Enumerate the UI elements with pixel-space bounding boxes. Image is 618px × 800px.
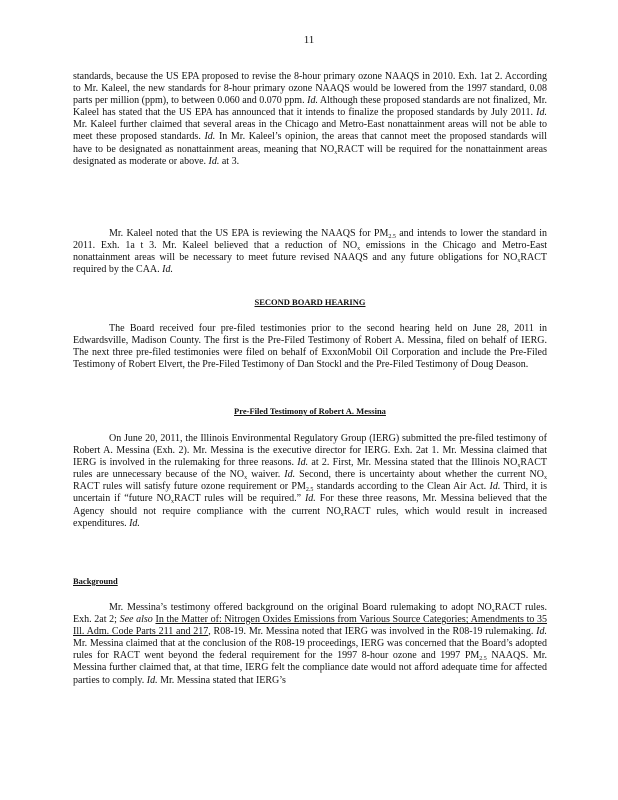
subscript: 2.5 [305, 487, 314, 494]
text: Mr. Messina stated that IERG’s [157, 674, 286, 686]
text: On June 20, 2011, the Illinois Environmental Regulatory Group (IERG) submitted the pre-filed testimony of Robert A. Messina (Exh. 2). Mr. Messina is the executive director for IERG. Exh. 2at 1. Mr. Messina claimed that IERG is involved in the rulemaking for three reasons. [73, 433, 547, 469]
see-also-signal: See also [119, 614, 153, 626]
text: , R08-19. Mr. Messina noted that IERG was involved in the R08-19 rulemaking. [208, 626, 537, 638]
citation: Id. [208, 155, 220, 167]
text: Mr. Messina claimed that at the conclusion of the R08-19 proceedings, IERG was concerned that the Board’s adopted rules for RACT went beyond the federal requirement for the 1997 8-hour ozone and 1997 PM [73, 638, 547, 662]
subsection-heading-messina [73, 406, 547, 416]
subscript: x [517, 463, 521, 470]
citation: Id. [304, 493, 316, 505]
paragraph-pm25-review [73, 228, 547, 276]
text: and intends to lower the standard in 2011. Exh. 1a t 3. Mr. Kaleel believed that a reduction of NO [73, 228, 547, 252]
paragraph-messina-testimony [73, 433, 547, 530]
subscript: 2.5 [479, 656, 487, 663]
subscript: 2.5 [388, 234, 396, 240]
text: RACT will be required for the nonattainment areas designated as moderate or above. [73, 143, 547, 167]
text: RACT required by the CAA. [73, 252, 547, 276]
heading-text: Pre-Filed Testimony of Robert A. Messina [234, 406, 386, 416]
text: The Board received four pre-filed testimonies prior to the second hearing held on June 28, 2011 in Edwardsville, Madison County. The first is the Pre-Filed Testimony of Robert A. Messina, filed on behalf of IERG. The next three pre-filed testimonies were filed on behalf of ExxonMobil Oil Corporation and include the Pre-Filed Testimony of Robert Elvert, the Pre-Filed Testimony of Dan Stockl and the Pre-Filed Testimony of Doug Deason. [73, 323, 547, 371]
text: Mr. Kaleel further claimed that several areas in the Chicago and Metro-East nonattainment areas will not be able to meet these proposed standards. [73, 119, 547, 143]
text: at 2. First, Mr. Messina stated that the Illinois NO [308, 457, 518, 469]
subscript: x [544, 475, 547, 482]
text: For these three reasons, Mr. Messina believed that the Agency should not require compliance with the current NO [73, 493, 547, 517]
text: In Mr. Kaleel’s opinion, the areas that cannot meet the proposed standards will have to be designated as nonattainment areas, meaning that NO [73, 131, 547, 155]
citation: Id. [536, 626, 547, 638]
paragraph-background [73, 602, 547, 687]
text: RACT rules will be required.” [173, 493, 305, 505]
subscript: x [244, 475, 248, 482]
subscript: x [340, 511, 344, 518]
text: Although these proposed standards are not finalized, Mr. Kaleel has stated that the US EPA has announced that it intends to finalize the proposed standards by July 2011. [73, 95, 547, 119]
subscript: x [334, 149, 338, 156]
citation: Id. [129, 517, 140, 529]
text: Second, there is uncertainty about whether the current NO [295, 469, 544, 481]
text: standards, because the US EPA proposed to revise the 8-hour primary ozone NAAQS in 2010. Exh. 1at 2. According to Mr. Kaleel, the new standards for 8-hour primary ozone NAAQS would be lowered from the 1997 standard, 0.08 parts per million (ppm), to between 0.060 and 0.070 ppm. [73, 71, 547, 107]
subscript: x [491, 608, 495, 614]
paragraph-ozone-standards [73, 71, 547, 168]
citation: Id. [146, 674, 158, 686]
text: RACT rules, which would result in increased expenditures. [73, 505, 547, 529]
text: Mr. Kaleel noted that the US EPA is reviewing the NAAQS for PM [109, 228, 389, 239]
citation: Id. [162, 264, 173, 276]
text: NAAQS. Mr. Messina further claimed that, at that time, IERG felt the compliance date would not afford adequate time for affected parties to comply. [73, 650, 547, 686]
subscript: x [170, 499, 174, 506]
subscript: x [357, 246, 361, 253]
paragraph-prefiled-testimonies [73, 323, 547, 371]
citation: Id. [284, 469, 296, 481]
page-number: 11 [303, 34, 315, 46]
text: at 3. [219, 155, 240, 167]
section-heading-second-hearing [73, 297, 547, 307]
text: Mr. Messina’s testimony offered background on the original Board rulemaking to adopt NO [109, 602, 492, 613]
text: RACT rules are unnecessary because of the NO [73, 457, 547, 481]
case-title: In the Matter of: Nitrogen Oxides Emissions from Various Source Categories; Amendments to 35 Ill. Adm. Code Parts 211 and 217 [73, 614, 548, 638]
text: emissions in the Chicago and Metro-East nonattainment areas will be necessary to meet future revised NAAQS and any future obligations for NO [73, 240, 547, 264]
citation: Id. [489, 481, 501, 493]
text: RACT rules will satisfy future ozone requirement or PM [73, 481, 306, 493]
text: standards according to the Clean Air Act. [313, 481, 490, 493]
subsection-heading-background: Background [73, 576, 118, 586]
citation: Id. [307, 95, 318, 107]
citation: Id. [536, 107, 547, 119]
text: Third, it is uncertain if “future NO [73, 481, 547, 505]
citation: Id. [297, 457, 309, 469]
heading-text: SECOND BOARD HEARING [254, 297, 366, 307]
citation: Id. [204, 131, 216, 143]
text: RACT rules. Exh. 2at 2; [73, 602, 547, 626]
text: waiver. [247, 469, 285, 481]
subscript: x [517, 258, 521, 265]
